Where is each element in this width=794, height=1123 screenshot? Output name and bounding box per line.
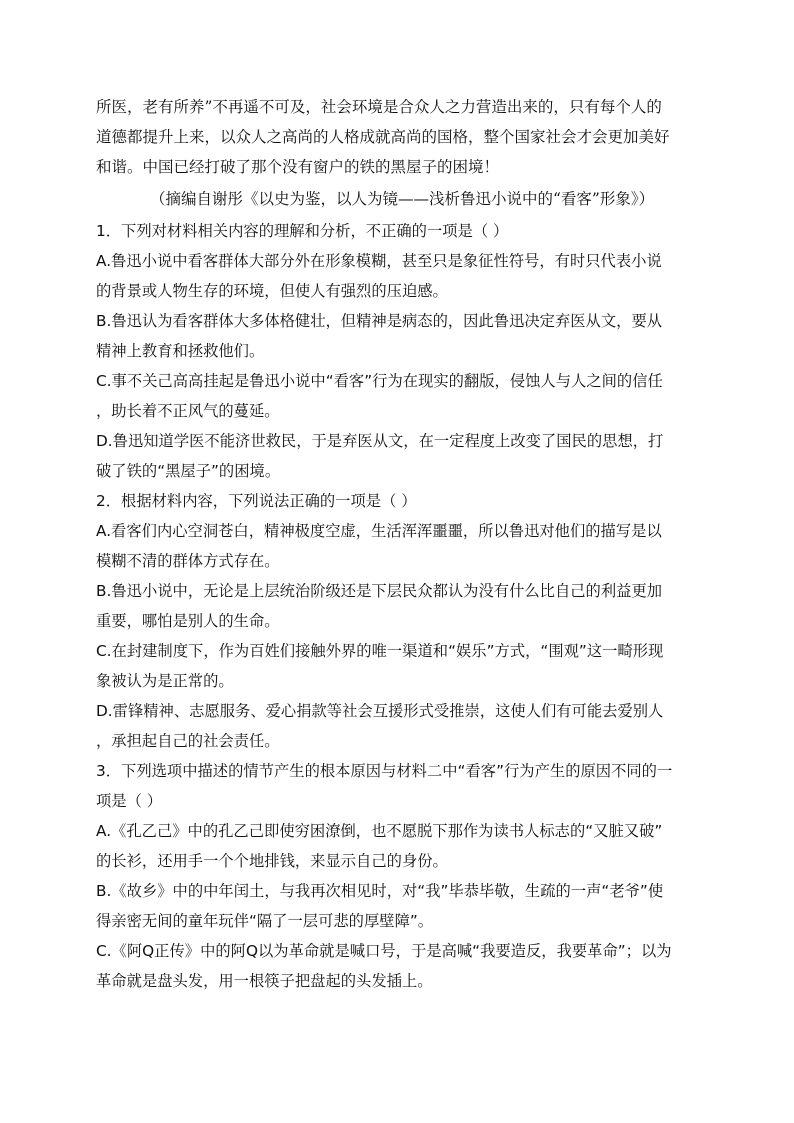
question-3-option-b-cont: 得亲密无间的童年玩伴“隔了一层可悲的厚壁障”。 bbox=[96, 912, 434, 930]
question-3-option-a: A.《孔乙己》中的孔乙己即使穷困潦倒，也不愿脱下那作为读书人标志的“又脏又破” bbox=[96, 822, 663, 840]
passage-line: 和谐。中国已经打破了那个没有窗户的铁的黑屋子的困境！ bbox=[96, 158, 500, 176]
question-1-option-a-cont: 的背景或人物生存的环境，但使人有强烈的压迫感。 bbox=[96, 282, 448, 300]
question-2-option-d-cont: ，承担起自己的社会责任。 bbox=[96, 732, 280, 750]
question-3-option-a-cont: 的长衫，还用手一个个地排钱，来显示自己的身份。 bbox=[96, 852, 448, 870]
question-3-stem: 3．下列选项中描述的情节产生的根本原因与材料二中“看客”行为产生的原因不同的一 bbox=[96, 762, 673, 780]
questions-section bbox=[96, 216, 702, 996]
question-3-stem-cont: 项是（ ） bbox=[96, 792, 163, 810]
question-1-stem: 1．下列对材料相关内容的理解和分析，不正确的一项是（ ） bbox=[96, 222, 509, 240]
passage-line: 道德都提升上来，以众人之高尚的人格成就高尚的国格，整个国家社会才会更加美好 bbox=[96, 128, 670, 146]
question-2-option-a: A.看客们内心空洞苍白，精神极度空虚，生活浑浑噩噩，所以鲁迅对他们的描写是以 bbox=[96, 522, 662, 540]
passage-text bbox=[96, 92, 696, 182]
question-1-option-d: D.鲁迅知道学医不能济世救民，于是弃医从文，在一定程度上改变了国民的思想，打 bbox=[96, 432, 664, 450]
question-2-option-d: D.雷锋精神、志愿服务、爱心捐款等社会互援形式受推崇，这使人们有可能去爱别人 bbox=[96, 702, 664, 720]
question-2-option-a-cont: 模糊不清的群体方式存在。 bbox=[96, 552, 280, 570]
question-1-option-c: C.事不关己高高挂起是鲁迅小说中“看客”行为在现实的翻版，侵蚀人与人之间的信任 bbox=[96, 372, 663, 390]
question-1-option-a: A.鲁迅小说中看客群体大部分外在形象模糊，甚至只是象征性符号，有时只代表小说 bbox=[96, 252, 662, 270]
question-1-option-b: B.鲁迅认为看客群体大多体格健壮，但精神是病态的，因此鲁迅决定弃医从文，要从 bbox=[96, 312, 663, 330]
source-citation: （摘编自谢彤《以史为鉴，以人为镜——浅析鲁迅小说中的“看客”形象》） bbox=[150, 190, 655, 208]
question-1-option-b-cont: 精神上教育和拯救他们。 bbox=[96, 342, 265, 360]
question-3-option-b: B.《故乡》中的中年闰土，与我再次相见时，对“我”毕恭毕敬，生疏的一声“老爷”使 bbox=[96, 882, 664, 900]
question-1-option-d-cont: 破了铁的“黑屋子”的困境。 bbox=[96, 462, 281, 480]
question-3-option-c: C.《阿Q正传》中的阿Q以为革命就是喊口号，于是高喊“我要造反，我要革命”；以为 bbox=[96, 942, 672, 960]
question-2-option-b: B.鲁迅小说中，无论是上层统治阶级还是下层民众都认为没有什么比自己的利益更加 bbox=[96, 582, 663, 600]
question-2-stem: 2．根据材料内容，下列说法正确的一项是（ ） bbox=[96, 492, 417, 510]
question-2-option-c: C.在封建制度下，作为百姓们接触外界的唯一渠道和“娱乐”方式，“围观”这一畸形现 bbox=[96, 642, 664, 660]
question-2-option-c-cont: 象被认为是正常的。 bbox=[96, 672, 234, 690]
passage-line: 所医，老有所养”不再遥不可及，社会环境是合众人之力营造出来的，只有每个人的 bbox=[96, 98, 662, 116]
question-1-option-c-cont: ，助长着不正风气的蔓延。 bbox=[96, 402, 280, 420]
question-3-option-c-cont: 革命就是盘头发，用一根筷子把盘起的头发插上。 bbox=[96, 972, 433, 990]
question-2-option-b-cont: 重要，哪怕是别人的生命。 bbox=[96, 612, 280, 630]
